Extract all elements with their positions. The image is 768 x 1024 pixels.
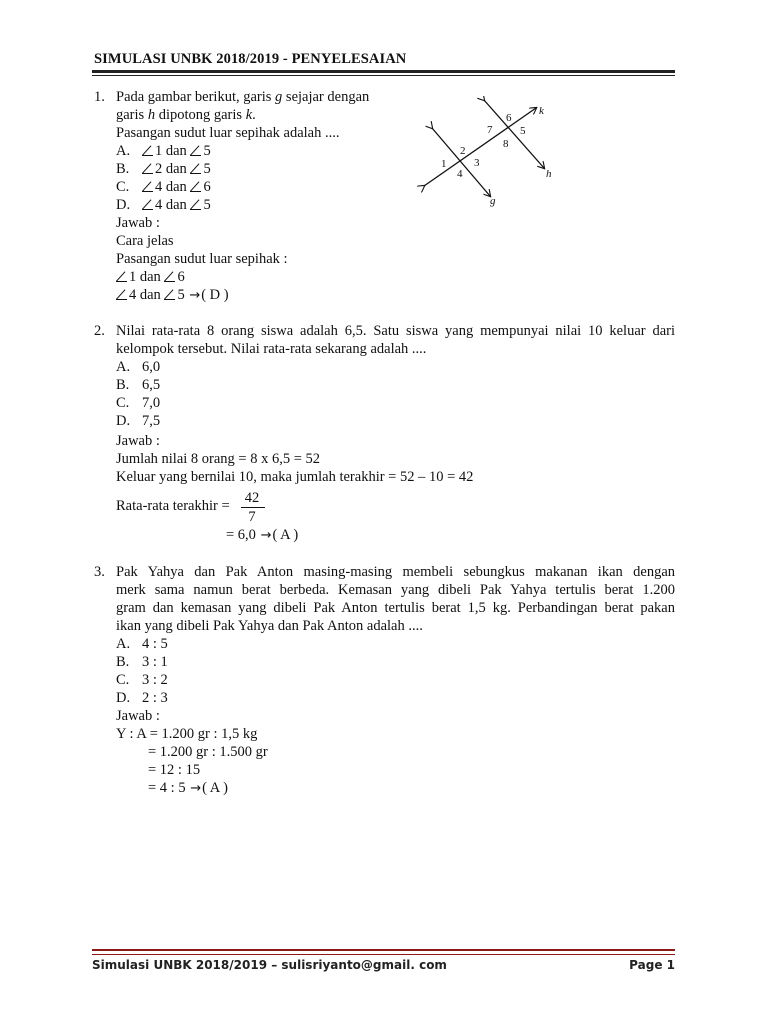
angle-icon [116,272,126,282]
header-rule-thin [92,75,675,76]
line-k [424,108,536,186]
angle-icon [190,164,200,174]
angle-label-2: 2 [460,145,466,157]
answer-pair-1: 1 dan 6 [116,268,185,286]
question-number: 1. [94,89,105,105]
answer-step-2: Keluar yang bernilai 10, maka jumlah terakhir = 52 – 10 = 42 [116,469,474,485]
question-text-line: Nilai rata-rata 8 orang siswa adalah 6,5. Satu siswa yang mempunyai nilai 10 keluar dari [116,323,675,339]
answer-explanation: Pasangan sudut luar sepihak : [116,251,288,267]
angle-label-7: 7 [487,124,493,136]
angle-icon [142,164,152,174]
question-text-line: ikan yang dibeli Pak Yahya dan Pak Anton adalah .... [116,618,423,634]
answer-step-4: = 4 : 5 →( A ) [148,780,228,796]
angle-icon [164,272,174,282]
angle-icon [116,290,126,300]
question-number: 2. [94,323,105,339]
fraction-denominator: 7 [248,509,256,525]
question-prompt: Pasangan sudut luar sepihak adalah .... [116,125,340,141]
option-b: B. 6,5 [116,377,161,393]
angle-icon [142,200,152,210]
fraction-numerator: 42 [244,490,260,506]
option-a: A. 1 dan 5 [116,143,211,159]
option-d: D. 2 : 3 [116,690,168,706]
angle-icon [190,146,200,156]
question-text-line: gram dan kemasan yang dibeli Pak Anton tertulis berat 1,5 kg. Perbandingan berat pakan [116,600,675,616]
answer-step-1: Jumlah nilai 8 orang = 8 x 6,5 = 52 [116,451,321,467]
answer-header: Jawab : [116,433,160,449]
footer-rule [92,954,675,955]
angle-icon [164,290,174,300]
parallel-lines-diagram [412,96,562,208]
option-d: D. 7,5 [116,413,161,429]
footer-text: Simulasi UNBK 2018/2019 – sulisriyanto@gmail. com [92,958,447,972]
option-a: A. 4 : 5 [116,636,168,652]
answer-pair-2: 4 dan 5 →( D ) [116,286,229,305]
angle-label-6: 6 [506,112,512,124]
answer-step-1: Y : A = 1.200 gr : 1,5 kg [116,726,258,742]
answer-method: Cara jelas [116,233,174,249]
option-c: C. 7,0 [116,395,161,411]
answer-final: = 6,0 →( A ) [226,527,299,543]
angle-label-4: 4 [457,168,463,180]
question-text-line: merk sama namun berat berbeda. Kemasan yang dibeli Pak Yahya tertulis berat 1.200 [116,582,675,598]
footer-rule [92,949,675,951]
right-arrow-icon: → [260,528,272,543]
option-b: B. 3 : 1 [116,654,168,670]
answer-header: Jawab : [116,708,160,724]
option-d: D. 4 dan 5 [116,197,211,213]
line-h [484,100,544,168]
option-c: C. 4 dan 6 [116,179,211,195]
angle-label-8: 8 [503,138,509,150]
answer-step-3: = 12 : 15 [148,762,201,778]
angle-label-5: 5 [520,125,526,137]
angle-label-3: 3 [474,157,480,169]
right-arrow-icon: → [190,781,202,796]
question-text-line: Pak Yahya dan Pak Anton masing-masing membeli sebungkus makanan ikan dengan [116,564,675,580]
page-header-title: SIMULASI UNBK 2018/2019 - PENYELESAIAN [94,51,407,67]
question-text-line: kelompok tersebut. Nilai rata-rata sekarang adalah .... [116,341,427,357]
option-a: A. 6,0 [116,359,161,375]
average-label: Rata-rata terakhir = [116,498,230,514]
right-arrow-icon: → [189,288,201,303]
line-label-g: g [490,195,496,207]
angle-icon [190,182,200,192]
option-c: C. 3 : 2 [116,672,168,688]
angle-icon [142,146,152,156]
header-rule-thick [92,70,675,73]
angle-label-1: 1 [441,158,447,170]
answer-step-2: = 1.200 gr : 1.500 gr [148,744,268,760]
angle-icon [142,182,152,192]
line-label-h: h [546,168,552,180]
question-number: 3. [94,564,105,580]
question-text-line: Pada gambar berikut, garis g sejajar dengan [116,89,370,105]
answer-header: Jawab : [116,215,160,231]
line-label-k: k [539,105,544,117]
option-b: B. 2 dan 5 [116,161,211,177]
page-number: Page 1 [629,958,675,972]
question-text-line: garis h dipotong garis k. [116,107,256,123]
angle-icon [190,200,200,210]
